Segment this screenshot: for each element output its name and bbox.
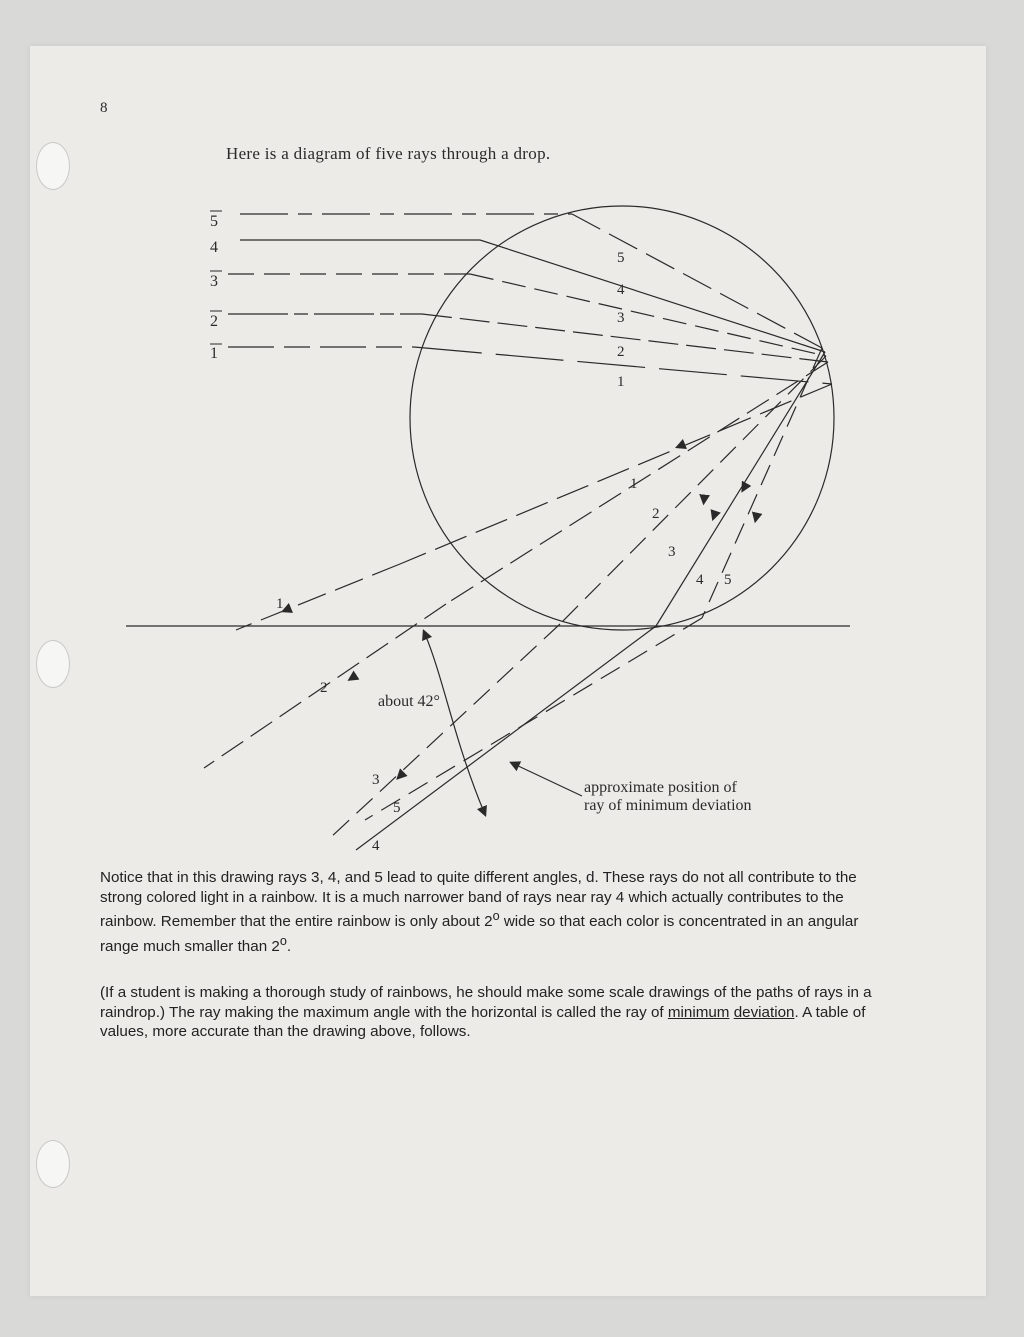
inside-label-3: 3 — [617, 310, 625, 326]
outgoing-label-5: 5 — [393, 800, 401, 816]
min-deviation-label-line1: approximate position of — [584, 779, 737, 796]
arrow-ray-2 — [704, 482, 706, 500]
min-deviation-pointer — [514, 764, 582, 796]
min-deviation-label-line2: ray of minimum deviation — [584, 797, 752, 814]
inside-label-1: 1 — [617, 374, 625, 390]
arrow-ray-4 — [714, 498, 720, 516]
p1-text-c: . — [286, 937, 292, 955]
inside-label-4: 4 — [617, 282, 625, 298]
left-label-2: 2 — [210, 313, 218, 330]
exit-label-5: 5 — [724, 572, 732, 588]
intro-sentence: Here is a diagram of five rays through a drop. — [226, 144, 551, 163]
outgoing-ray-3 — [330, 624, 560, 838]
internal-ray-2 — [422, 314, 828, 362]
left-label-5: 5 — [210, 213, 218, 230]
p1-text-a: Notice that in this drawing rays 3, 4, and 5 lead to quite different angles, d. These rays do not all contribute to the strong colored light in a rainbow. It is a much narrower band of rays near ray 4 which actually contributes to the rainbow. Remember that the entire rainbow is only about 2 — [100, 869, 857, 931]
underlined-deviation: deviation — [733, 1003, 795, 1021]
outgoing-label-1: 1 — [276, 596, 284, 612]
left-label-3: 3 — [210, 273, 218, 290]
underlined-minimum: minimum — [667, 1003, 730, 1021]
angle-arc — [425, 634, 484, 812]
arrow-ray-5 — [756, 500, 760, 518]
reflected-ray-1 — [400, 384, 832, 564]
arrow-ray-1 — [680, 437, 702, 446]
reflected-ray-3 — [560, 356, 826, 624]
degree-superscript-2: o — [279, 933, 287, 948]
arrow-out-3 — [400, 760, 416, 776]
p1-text-b: wide so that each color is concentrated in an angular range much smaller than 2 — [100, 913, 859, 955]
outgoing-label-4: 4 — [372, 838, 380, 854]
inside-label-2: 2 — [617, 344, 625, 360]
inside-label-5: 5 — [617, 250, 625, 266]
p2-text-b: . A table of values, more accurate than the drawing above, follows. — [100, 1003, 866, 1041]
exit-label-2: 2 — [652, 506, 660, 522]
internal-ray-3 — [470, 274, 826, 356]
paragraph-notice — [100, 868, 900, 957]
p2-text-a: (If a student is making a thorough study of rainbows, he should make some scale drawings of the paths of rays in a raindrop.) The ray making the maximum angle with the horizontal is called the ray of — [100, 984, 872, 1021]
exit-label-3: 3 — [668, 544, 676, 560]
raindrop-circle — [410, 206, 834, 630]
angle-label: about 42° — [378, 693, 440, 710]
outgoing-ray-1 — [236, 564, 400, 630]
outgoing-label-3: 3 — [372, 772, 380, 788]
arrow-out-2 — [352, 660, 380, 678]
reflected-ray-4 — [656, 352, 825, 626]
page-number: 8 — [100, 100, 108, 116]
exit-label-4: 4 — [696, 572, 704, 588]
paragraph-student — [100, 983, 900, 1042]
outgoing-ray-4 — [356, 626, 656, 850]
left-label-1: 1 — [210, 345, 218, 362]
degree-superscript-1: o — [492, 909, 500, 924]
outgoing-label-2: 2 — [320, 680, 328, 696]
arrow-ray-3 — [744, 470, 754, 488]
left-label-4: 4 — [210, 239, 218, 256]
exit-label-1: 1 — [630, 476, 638, 492]
